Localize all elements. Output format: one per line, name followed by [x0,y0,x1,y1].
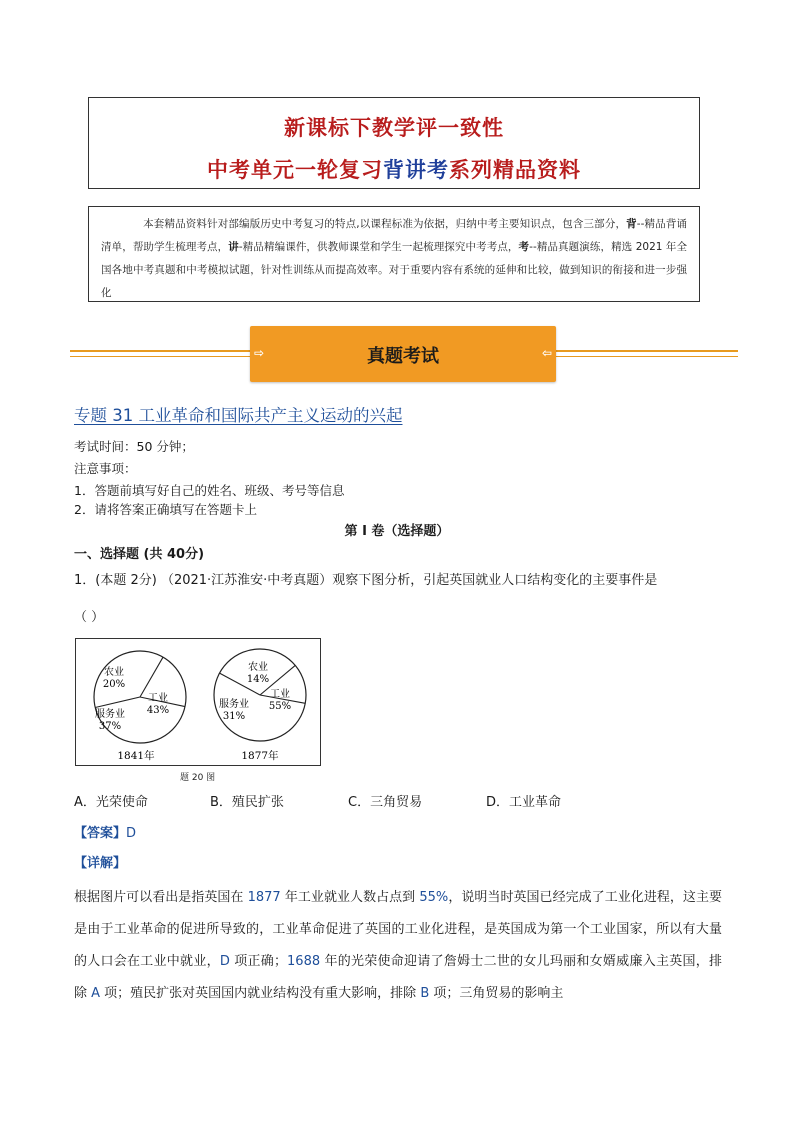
pie-0-slice-1-name: 工业 [148,693,168,704]
exp-n1: 1877 [247,890,281,905]
pie-0-slice-0-name: 农业 [104,667,124,678]
intro-key-bei: 背 [626,218,637,230]
note-2: 2．请将答案正确填写在答题卡上 [74,502,257,517]
pie-chart-svg [76,639,320,765]
option-a[interactable]: A．光荣使命 [74,795,148,810]
exp-n6: B [420,986,430,1001]
pie-0-slice-2-value: 37% [98,721,122,732]
intro-part3: -精品精编课件，供教师课堂和学生一起梳理探究中考考点， [238,241,519,253]
intro-key-kao: 考 [518,241,530,253]
banner-rule-right-top [556,350,738,352]
series-subtitle-c: 系列精品资料 [449,157,581,182]
intro-box [88,206,700,302]
pie-1-slice-2-name: 服务业 [219,699,249,710]
answer-parentheses: （ ） [74,610,105,625]
option-d[interactable]: D．工业革命 [486,795,562,810]
option-c[interactable]: C．三角贸易 [348,795,423,810]
arrow-right-icon: ⇨ [254,346,265,360]
question-stem: 1．(本题 2分) （2021·江苏淮安·中考真题）观察下图分析，引起英国就业人口结构变化的主要事件是 [74,573,658,588]
pie-1-slice-1-value: 55% [268,701,292,712]
exp-s6: 项；殖民扩张对英国国内就业结构没有重大影响，排除 [100,986,421,1001]
detail-label: 【详解】 [74,856,127,871]
exp-s7: 项；三角贸易的影响主 [429,986,564,1001]
figure-caption: 题 20 图 [180,773,216,783]
banner-rule-left-top [70,350,250,352]
arrow-left-icon: ⇦ [541,346,552,360]
series-subtitle [89,154,699,184]
exp-n3: D [219,954,230,969]
pie-0-slice-1-value: 43% [146,705,170,716]
exp-s4: 项正确； [229,954,288,969]
volume-title: 第 I 卷（选择题） [344,524,450,539]
pie-1-year-label: 1877年 [241,750,279,762]
pie-1-slice-0-name: 农业 [248,662,268,673]
exp-s5: 年的光荣使命迎请了詹姆士二世的女儿玛丽和女婿威廉入主英国，排除 [74,954,722,1001]
pie-1-slice-1-name: 工业 [270,689,290,700]
banner-rule-left-bottom [70,356,250,357]
pie-0-slice-0-value: 20% [102,679,126,690]
topic-title: 专题 31 工业革命和国际共产主义运动的兴起 [74,406,403,425]
exam-time: 考试时间：50 分钟； [74,439,194,454]
explanation-paragraph [74,882,722,1010]
note-1: 1．答题前填写好自己的姓名、班级、考号等信息 [74,483,345,498]
banner-title: 真题考试 [367,346,439,367]
answer-label: 【答案】 [74,826,127,841]
series-subtitle-a: 中考单元一轮复习 [207,157,383,182]
pie-1-slice-2-value: 31% [222,711,246,722]
section-title: 一、选择题 (共 40分) [74,547,205,562]
series-title: 新课标下教学评一致性 [284,115,504,140]
exp-n5: A [91,986,101,1001]
pie-1-slice-0-value: 14% [246,674,270,685]
banner-rule-right-bottom [556,356,738,357]
title-box [88,97,700,189]
intro-key-jiang: 讲 [228,241,239,253]
exp-n2: 55% [419,890,449,905]
exp-s1: 根据图片可以看出是指英国在 [74,890,248,905]
pie-0-slice-2-name: 服务业 [95,709,125,720]
answer-line [74,822,136,841]
intro-part4: --精品真题演练，精选 2021 年全国各地中考真题和中考模拟试题，针对性训练从而提高效率。对于重要内容有系统的延伸和比较，做到知识的衔接和进一步强化 [101,241,688,299]
intro-part1: 本套精品资料针对部编版历史中考复习的特点,以课程标准为依据，归纳中考主要知识点，包含三部分， [143,218,627,230]
pie-0-year-label: 1841年 [117,750,155,762]
exp-s3: ，说明当时英国已经完成了工业化进程，这主要是由于工业革命的促进所导致的，工业革命促进了英国的工业化进程，是英国成为第一个工业国家，所以有大量的人口会在工业中就业， [74,890,722,969]
section-banner [250,326,556,382]
option-b[interactable]: B．殖民扩张 [210,795,284,810]
notes-title: 注意事项： [74,461,137,476]
intro-part2: --精品背诵清单，帮助学生梳理考点， [101,218,687,253]
exp-n4: 1688 [287,954,321,969]
answer-value: D [126,826,137,841]
pie-chart-figure [75,638,321,766]
exp-s2: 年工业就业人数占点到 [280,890,420,905]
series-subtitle-b: 背讲考 [383,157,449,182]
